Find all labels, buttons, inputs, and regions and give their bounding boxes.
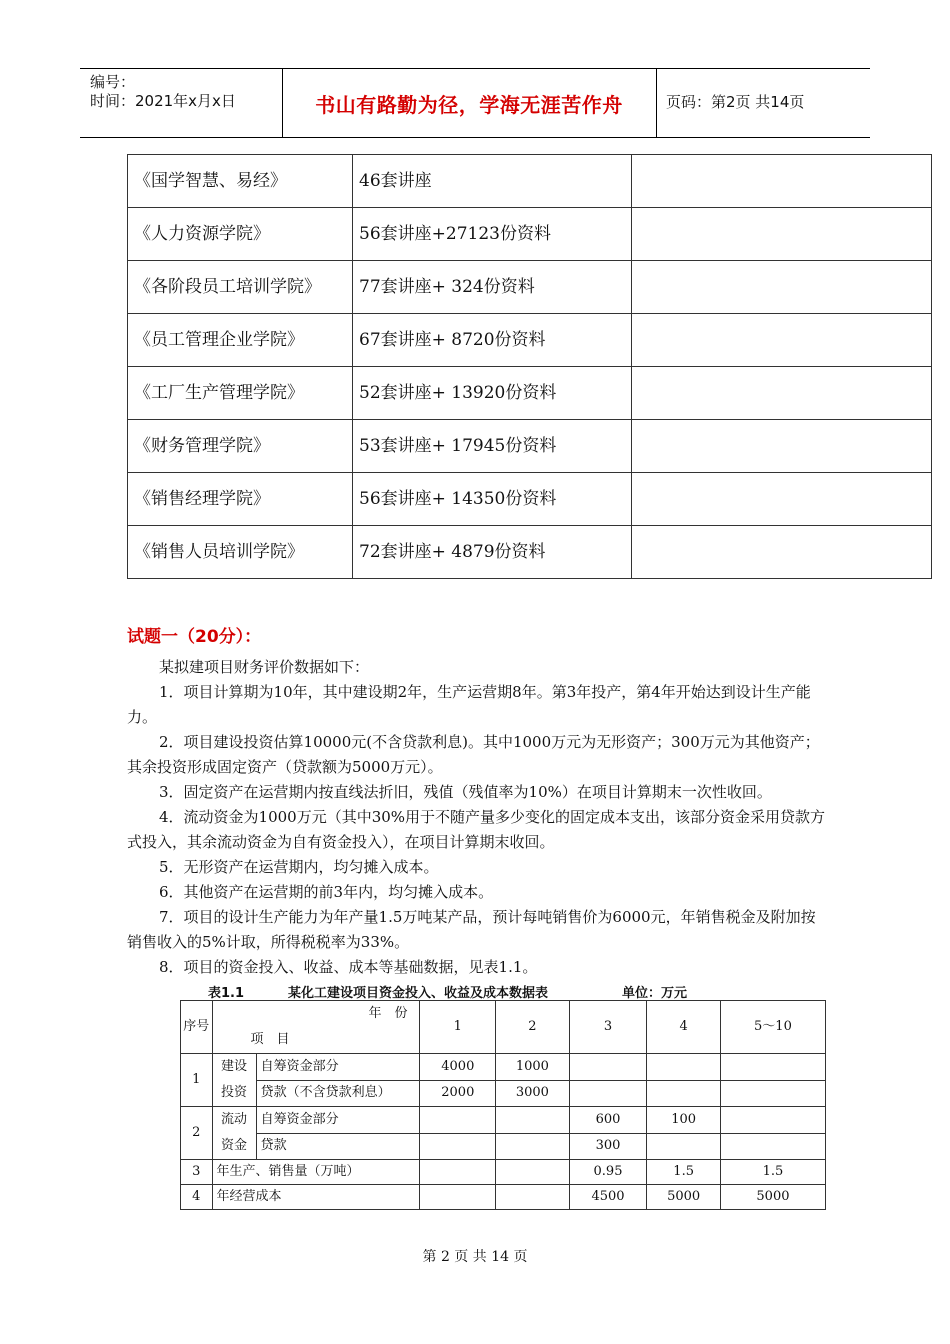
- cell-value: [420, 1133, 496, 1160]
- question-item: 5．无形资产在运营期内，均匀摊入成本。: [159, 858, 439, 876]
- cell-value: 1.5: [720, 1160, 825, 1185]
- header-motto: 书山有路勤为径，学海无涯苦作舟: [315, 92, 623, 117]
- row-label: 年生产、销售量（万吨）: [212, 1160, 420, 1185]
- number-label: 编号：: [90, 73, 136, 91]
- question-item: 7．项目的设计生产能力为年产量1.5万吨某产品，预计每吨销售价为6000元，年销售税金及附加按销售收入的5%计取，所得税税率为33%。: [127, 908, 816, 951]
- row-number: 3: [181, 1160, 213, 1185]
- year-header: 5～10: [720, 1001, 825, 1054]
- course-content: 72套讲座+ 4879份资料: [353, 526, 632, 579]
- cell-value: [569, 1080, 647, 1107]
- cell-value: [720, 1080, 825, 1107]
- row-number: 4: [181, 1185, 213, 1210]
- table-row: [128, 261, 932, 314]
- course-name: 《各阶段员工培训学院》: [128, 261, 353, 314]
- year-header: 3: [569, 1001, 647, 1054]
- row-label: 贷款（不含贷款利息）: [256, 1080, 420, 1107]
- course-table: [127, 154, 932, 579]
- course-name: 《工厂生产管理学院》: [128, 367, 353, 420]
- data-table: [180, 1000, 826, 1210]
- cell-value: [720, 1054, 825, 1081]
- cell-value: [420, 1185, 496, 1210]
- cell-value: 300: [569, 1133, 647, 1160]
- table-row: [181, 1133, 826, 1160]
- cell-value: 600: [569, 1107, 647, 1134]
- header-meta: [90, 73, 236, 111]
- table-caption-number: 表1.1: [208, 986, 245, 1001]
- course-content: 56套讲座+ 14350份资料: [353, 473, 632, 526]
- course-note: [632, 420, 932, 473]
- course-note: [632, 261, 932, 314]
- cell-value: 4000: [420, 1054, 496, 1081]
- course-name: 《国学智慧、易经》: [128, 155, 353, 208]
- course-content: 67套讲座+ 8720份资料: [353, 314, 632, 367]
- row-number: 1: [181, 1054, 213, 1107]
- header-corner: [212, 1001, 420, 1054]
- question-item: 8．项目的资金投入、收益、成本等基础数据，见表1.1。: [159, 958, 538, 976]
- course-note: [632, 208, 932, 261]
- cell-value: 4500: [569, 1185, 647, 1210]
- table-caption-title: 某化工建设项目资金投入、收益及成本数据表: [288, 986, 549, 1001]
- table-row: [128, 526, 932, 579]
- table-row: [181, 1160, 826, 1185]
- row-number: 2: [181, 1107, 213, 1160]
- year-header: 2: [496, 1001, 570, 1054]
- cell-value: 5000: [720, 1185, 825, 1210]
- question-item: 3．固定资产在运营期内按直线法折旧，残值（残值率为10%）在项目计算期末一次性收回。: [159, 783, 772, 801]
- cell-value: 1000: [496, 1054, 570, 1081]
- question-item: 6．其他资产在运营期的前3年内，均匀摊入成本。: [159, 883, 494, 901]
- course-name: 《财务管理学院》: [128, 420, 353, 473]
- cell-value: [420, 1160, 496, 1185]
- table-row: [181, 1080, 826, 1107]
- course-name: 《人力资源学院》: [128, 208, 353, 261]
- header-item-label: 项 目: [250, 1032, 290, 1047]
- cell-value: [496, 1185, 570, 1210]
- question-body: [127, 655, 827, 980]
- page-header: [80, 68, 870, 138]
- cell-value: 0.95: [569, 1160, 647, 1185]
- course-content: 52套讲座+ 13920份资料: [353, 367, 632, 420]
- cell-value: [647, 1080, 721, 1107]
- table-row: [128, 367, 932, 420]
- course-note: [632, 367, 932, 420]
- cell-value: 1.5: [647, 1160, 721, 1185]
- table-row: [128, 314, 932, 367]
- table-row: [128, 420, 932, 473]
- cell-value: 2000: [420, 1080, 496, 1107]
- course-note: [632, 473, 932, 526]
- row-label: 自筹资金部分: [256, 1107, 420, 1134]
- table-header-row: [181, 1001, 826, 1054]
- course-content: 46套讲座: [353, 155, 632, 208]
- header-divider: [656, 69, 657, 137]
- table-row: [181, 1054, 826, 1081]
- question-item: 4．流动资金为1000万元（其中30%用于不随产量多少变化的固定成本支出，该部分资金采用贷款方式投入，其余流动资金为自有资金投入），在项目计算期末收回。: [127, 808, 826, 851]
- header-seq: [181, 1001, 213, 1054]
- time-label: 时间：2021年x月x日: [90, 92, 236, 110]
- question-item: 1．项目计算期为10年，其中建设期2年，生产运营期8年。第3年投产，第4年开始达到设计生产能力。: [127, 683, 811, 726]
- table-row: [128, 208, 932, 261]
- table-row: [181, 1107, 826, 1134]
- course-content: 77套讲座+ 324份资料: [353, 261, 632, 314]
- cell-value: 3000: [496, 1080, 570, 1107]
- header-year-label: 年 份: [368, 1006, 408, 1021]
- cell-value: 5000: [647, 1185, 721, 1210]
- year-header: 4: [647, 1001, 721, 1054]
- table-row: [181, 1185, 826, 1210]
- cell-value: [720, 1133, 825, 1160]
- cell-value: [647, 1054, 721, 1081]
- course-content: 56套讲座+27123份资料: [353, 208, 632, 261]
- cell-value: [647, 1133, 721, 1160]
- question-item: 2．项目建设投资估算10000元(不含贷款利息)。其中1000万元为无形资产；300万元为其他资产；其余投资形成固定资产（贷款额为5000万元）。: [127, 733, 820, 776]
- row-group: 建设投资: [212, 1054, 256, 1107]
- table-caption-unit: 单位：万元: [622, 986, 688, 1001]
- cell-value: [496, 1160, 570, 1185]
- row-label: 自筹资金部分: [256, 1054, 420, 1081]
- course-name: 《销售人员培训学院》: [128, 526, 353, 579]
- row-group: 流动资金: [212, 1107, 256, 1160]
- question-title: 试题一（20分）：: [127, 627, 262, 647]
- cell-value: [496, 1107, 570, 1134]
- cell-value: [569, 1054, 647, 1081]
- header-page-info: 页码：第2页 共14页: [666, 93, 805, 111]
- table-row: [128, 155, 932, 208]
- course-name: 《销售经理学院》: [128, 473, 353, 526]
- cell-value: [496, 1133, 570, 1160]
- cell-value: 100: [647, 1107, 721, 1134]
- header-divider: [282, 69, 283, 137]
- course-note: [632, 526, 932, 579]
- header-corner-labels: [213, 1001, 420, 1053]
- table-row: [128, 473, 932, 526]
- course-note: [632, 155, 932, 208]
- page-footer: 第 2 页 共 14 页: [422, 1249, 528, 1265]
- course-content: 53套讲座+ 17945份资料: [353, 420, 632, 473]
- header-seq-label: 序号: [183, 1019, 210, 1034]
- cell-value: [420, 1107, 496, 1134]
- row-label: 贷款: [256, 1133, 420, 1160]
- question-intro: 某拟建项目财务评价数据如下：: [159, 658, 370, 676]
- cell-value: [720, 1107, 825, 1134]
- year-header: 1: [420, 1001, 496, 1054]
- course-name: 《员工管理企业学院》: [128, 314, 353, 367]
- row-label: 年经营成本: [212, 1185, 420, 1210]
- course-note: [632, 314, 932, 367]
